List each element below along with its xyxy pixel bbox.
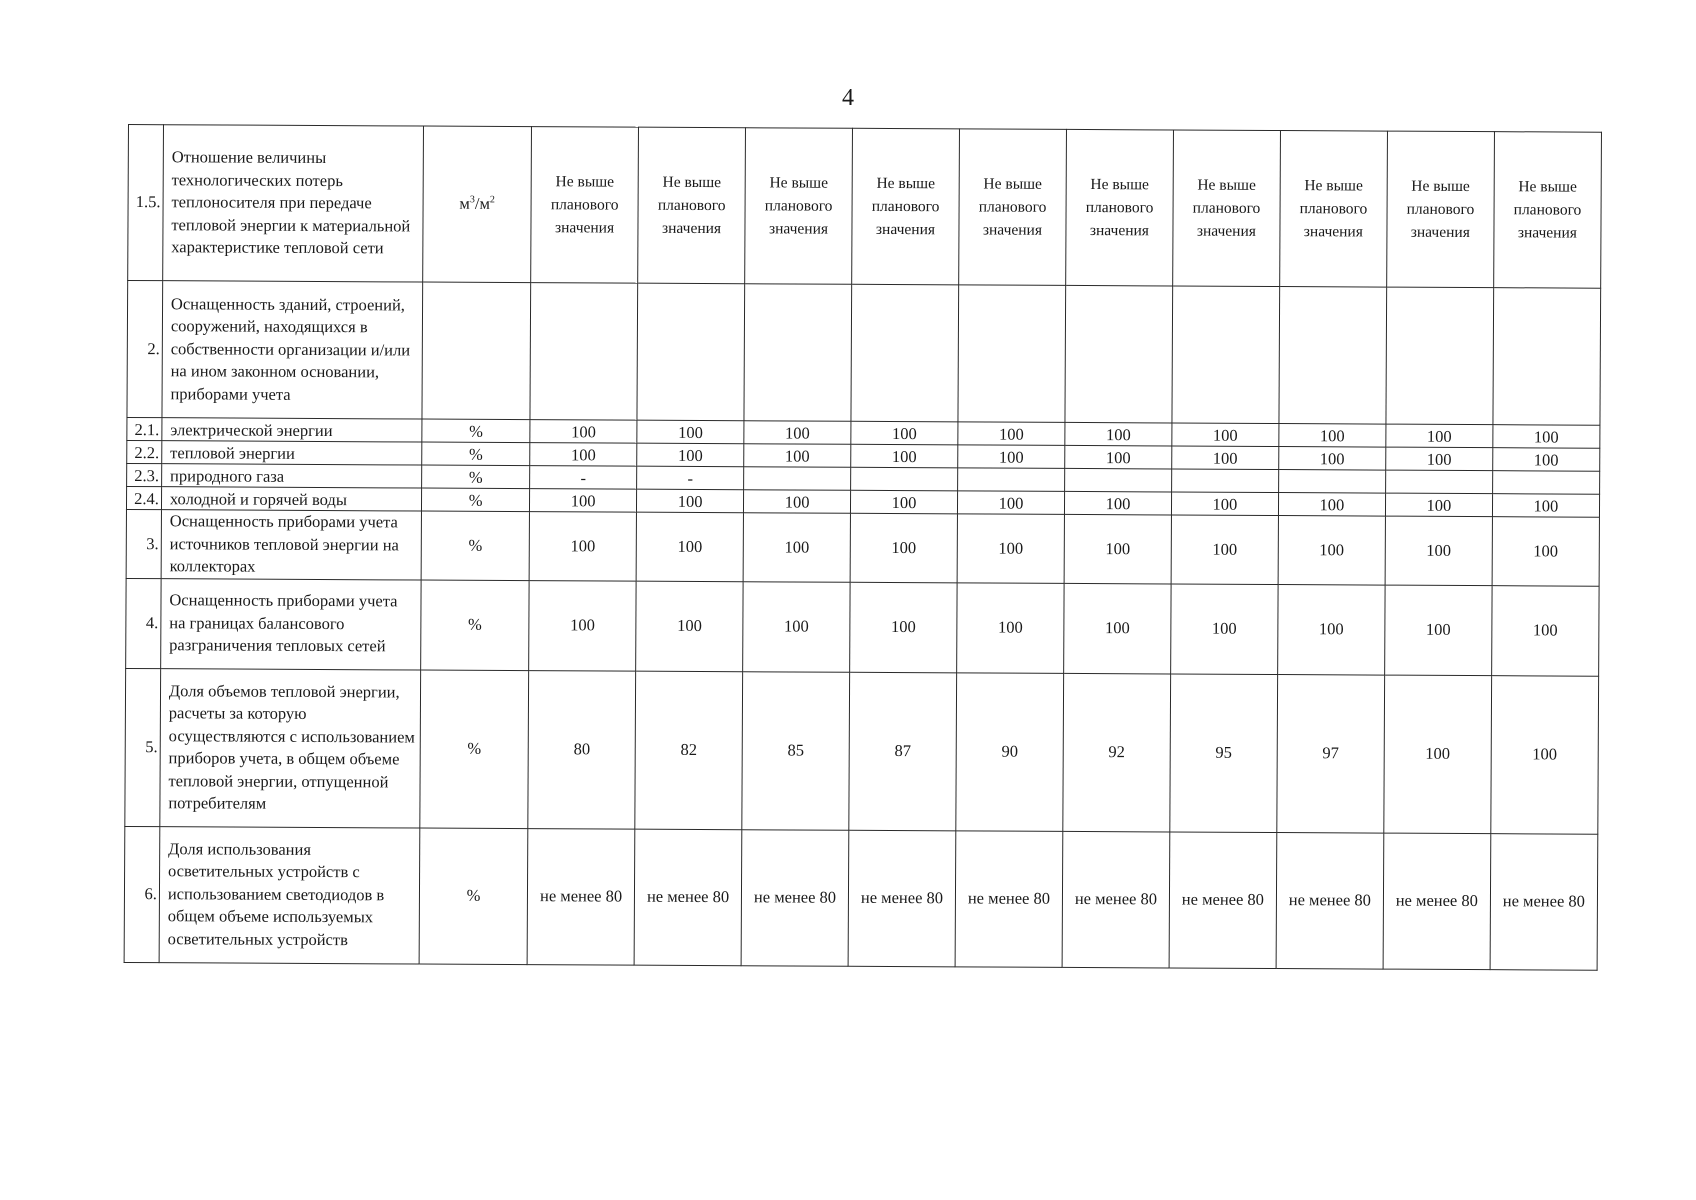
value-cell: 100	[1278, 516, 1385, 585]
value-cell: 100	[530, 443, 637, 467]
value-cell: 100	[850, 513, 957, 582]
value-cell: 100	[1279, 447, 1386, 471]
value-cell: 100	[851, 444, 958, 468]
value-cell: Не выше планового значения	[1066, 129, 1174, 286]
page-number: 4	[842, 85, 854, 111]
indicator-name: холодной и горячей воды	[161, 487, 421, 511]
row-number: 3.	[126, 509, 161, 578]
unit-cell: %	[422, 442, 530, 466]
value-cell: не менее 80	[1383, 833, 1491, 970]
value-cell: 100	[851, 421, 958, 445]
value-cell	[637, 283, 745, 421]
value-cell: Не выше планового значения	[638, 127, 746, 284]
unit-cell: %	[422, 419, 530, 443]
value-cell: 100	[1064, 583, 1171, 674]
value-cell: 82	[635, 671, 743, 830]
unit-cell: %	[422, 465, 530, 489]
table-row	[124, 826, 1598, 970]
indicators-table	[124, 124, 1602, 970]
row-number: 2.4.	[126, 486, 161, 509]
value-cell: 100	[744, 421, 851, 445]
value-cell: 100	[1172, 423, 1279, 447]
value-cell: -	[530, 466, 637, 490]
value-cell: 100	[1171, 583, 1278, 674]
table-row	[127, 281, 1601, 426]
value-cell	[1172, 469, 1279, 493]
value-cell: 97	[1277, 674, 1385, 833]
indicator-name: электрической энергии	[162, 418, 422, 442]
value-cell: 100	[1493, 448, 1600, 472]
value-cell: 100	[743, 581, 850, 672]
value-cell: Не выше планового значения	[1387, 131, 1495, 288]
unit-cell: %	[421, 580, 530, 671]
value-cell	[1065, 468, 1172, 492]
value-cell: не менее 80	[955, 830, 1063, 967]
value-cell: 92	[1063, 673, 1171, 832]
value-cell: 100	[1065, 422, 1172, 446]
value-cell	[744, 467, 851, 491]
value-cell	[744, 284, 852, 422]
value-cell: не менее 80	[527, 828, 635, 965]
value-cell: 100	[957, 514, 1064, 583]
row-number: 2.1.	[127, 417, 162, 440]
value-cell: 87	[849, 672, 957, 831]
table-row	[126, 578, 1599, 676]
value-cell: не менее 80	[1062, 831, 1170, 968]
value-cell: 100	[1064, 514, 1171, 583]
indicator-name: Доля объемов тепловой энергии, расчеты за которую осуществляются с использованием приборов учета, в общем объеме тепловой энергии, отпущенной потребителям	[160, 668, 421, 827]
value-cell: Не выше планового значения	[1280, 131, 1388, 288]
value-cell: 100	[958, 422, 1065, 446]
value-cell: 100	[957, 491, 1064, 515]
value-cell: 100	[1492, 517, 1599, 586]
value-cell: 100	[1065, 445, 1172, 469]
value-cell: Не выше планового значения	[745, 128, 853, 285]
value-cell: 100	[1064, 491, 1171, 515]
value-cell: 100	[851, 490, 958, 514]
unit-cell: %	[422, 488, 530, 512]
unit-cell: %	[421, 511, 529, 580]
value-cell: 95	[1170, 673, 1278, 832]
value-cell: 100	[637, 489, 744, 513]
value-cell: Не выше планового значения	[959, 129, 1067, 286]
value-cell: 100	[850, 582, 957, 673]
value-cell: 100	[529, 580, 636, 671]
value-cell: 100	[637, 420, 744, 444]
value-cell	[1065, 285, 1173, 423]
value-cell	[1493, 288, 1601, 426]
value-cell	[1492, 471, 1599, 495]
value-cell: 100	[1493, 425, 1600, 449]
value-cell: 100	[1385, 493, 1492, 517]
value-cell: 100	[529, 512, 636, 581]
value-cell: не менее 80	[741, 829, 849, 966]
value-cell: 100	[1491, 585, 1599, 676]
value-cell: 100	[1171, 492, 1278, 516]
table-row	[126, 509, 1599, 585]
value-cell: не менее 80	[634, 829, 742, 966]
unit-cell	[422, 282, 531, 420]
row-number: 4.	[126, 578, 161, 668]
value-cell: 100	[1385, 585, 1492, 676]
value-cell: 100	[1492, 494, 1599, 518]
value-cell: 100	[958, 445, 1065, 469]
value-cell: 85	[742, 671, 850, 830]
value-cell: 100	[743, 513, 850, 582]
indicator-name: Оснащенность зданий, строений, сооружений, находящихся в собственности организации и/или на ином законном основании, приборами учета	[162, 281, 423, 419]
value-cell: 100	[957, 582, 1064, 673]
value-cell	[851, 467, 958, 491]
value-cell: 100	[1172, 446, 1279, 470]
unit-cell: %	[419, 828, 528, 965]
value-cell	[1385, 470, 1492, 494]
value-cell: 100	[744, 444, 851, 468]
row-number: 5.	[125, 668, 161, 826]
value-cell: 80	[528, 670, 636, 829]
value-cell: 100	[1384, 675, 1492, 834]
value-cell: 100	[636, 581, 743, 672]
value-cell: 100	[1386, 424, 1493, 448]
value-cell: не менее 80	[1276, 832, 1384, 969]
value-cell: 100	[1278, 584, 1385, 675]
value-cell: Не выше планового значения	[1494, 132, 1602, 289]
row-number: 6.	[124, 826, 160, 962]
value-cell	[851, 284, 959, 422]
row-number: 2.3.	[127, 463, 162, 486]
value-cell: Не выше планового значения	[1173, 130, 1281, 287]
value-cell: 90	[956, 672, 1064, 831]
indicator-name: Доля использования осветительных устройств с использованием светодиодов в общем объеме используемых осветительных устройств	[159, 826, 420, 963]
value-cell: 100	[1171, 515, 1278, 584]
value-cell	[1279, 470, 1386, 494]
value-cell	[1279, 287, 1387, 425]
table-row	[125, 668, 1599, 834]
table-row	[128, 125, 1602, 289]
indicator-name: Оснащенность приборами учета источников тепловой энергии на коллекторах	[161, 510, 421, 580]
unit-cell: %	[420, 670, 529, 829]
value-cell	[958, 285, 1066, 423]
indicator-name: Отношение величины технологических потерь теплоносителя при передаче тепловой энергии к материальной характеристике тепловой сети	[163, 125, 424, 282]
indicator-name: тепловой энергии	[162, 441, 422, 465]
value-cell: 100	[744, 490, 851, 514]
unit-cell: $м^3/м^2$	[423, 126, 532, 283]
value-cell: 100	[636, 512, 743, 581]
value-cell: 100	[530, 420, 637, 444]
value-cell: не менее 80	[848, 830, 956, 967]
value-cell	[1172, 286, 1280, 424]
indicator-name: природного газа	[162, 464, 422, 488]
row-number: 1.5.	[128, 125, 164, 281]
row-number: 2.2.	[127, 440, 162, 463]
value-cell	[530, 283, 638, 421]
value-cell: 100	[1279, 424, 1386, 448]
value-cell: 100	[530, 489, 637, 513]
value-cell: 100	[1491, 675, 1599, 834]
row-number: 2.	[127, 281, 163, 418]
value-cell	[1386, 287, 1494, 425]
value-cell: Не выше планового значения	[531, 127, 639, 284]
value-cell: Не выше планового значения	[852, 128, 960, 285]
value-cell	[958, 468, 1065, 492]
value-cell: не менее 80	[1490, 833, 1598, 970]
value-cell: -	[637, 466, 744, 490]
value-cell: 100	[1386, 447, 1493, 471]
value-cell: 100	[1278, 493, 1385, 517]
value-cell: 100	[637, 443, 744, 467]
indicator-name: Оснащенность приборами учета на границах балансового разграничения тепловых сетей	[161, 578, 422, 669]
value-cell: 100	[1385, 516, 1492, 585]
value-cell: не менее 80	[1169, 831, 1277, 968]
